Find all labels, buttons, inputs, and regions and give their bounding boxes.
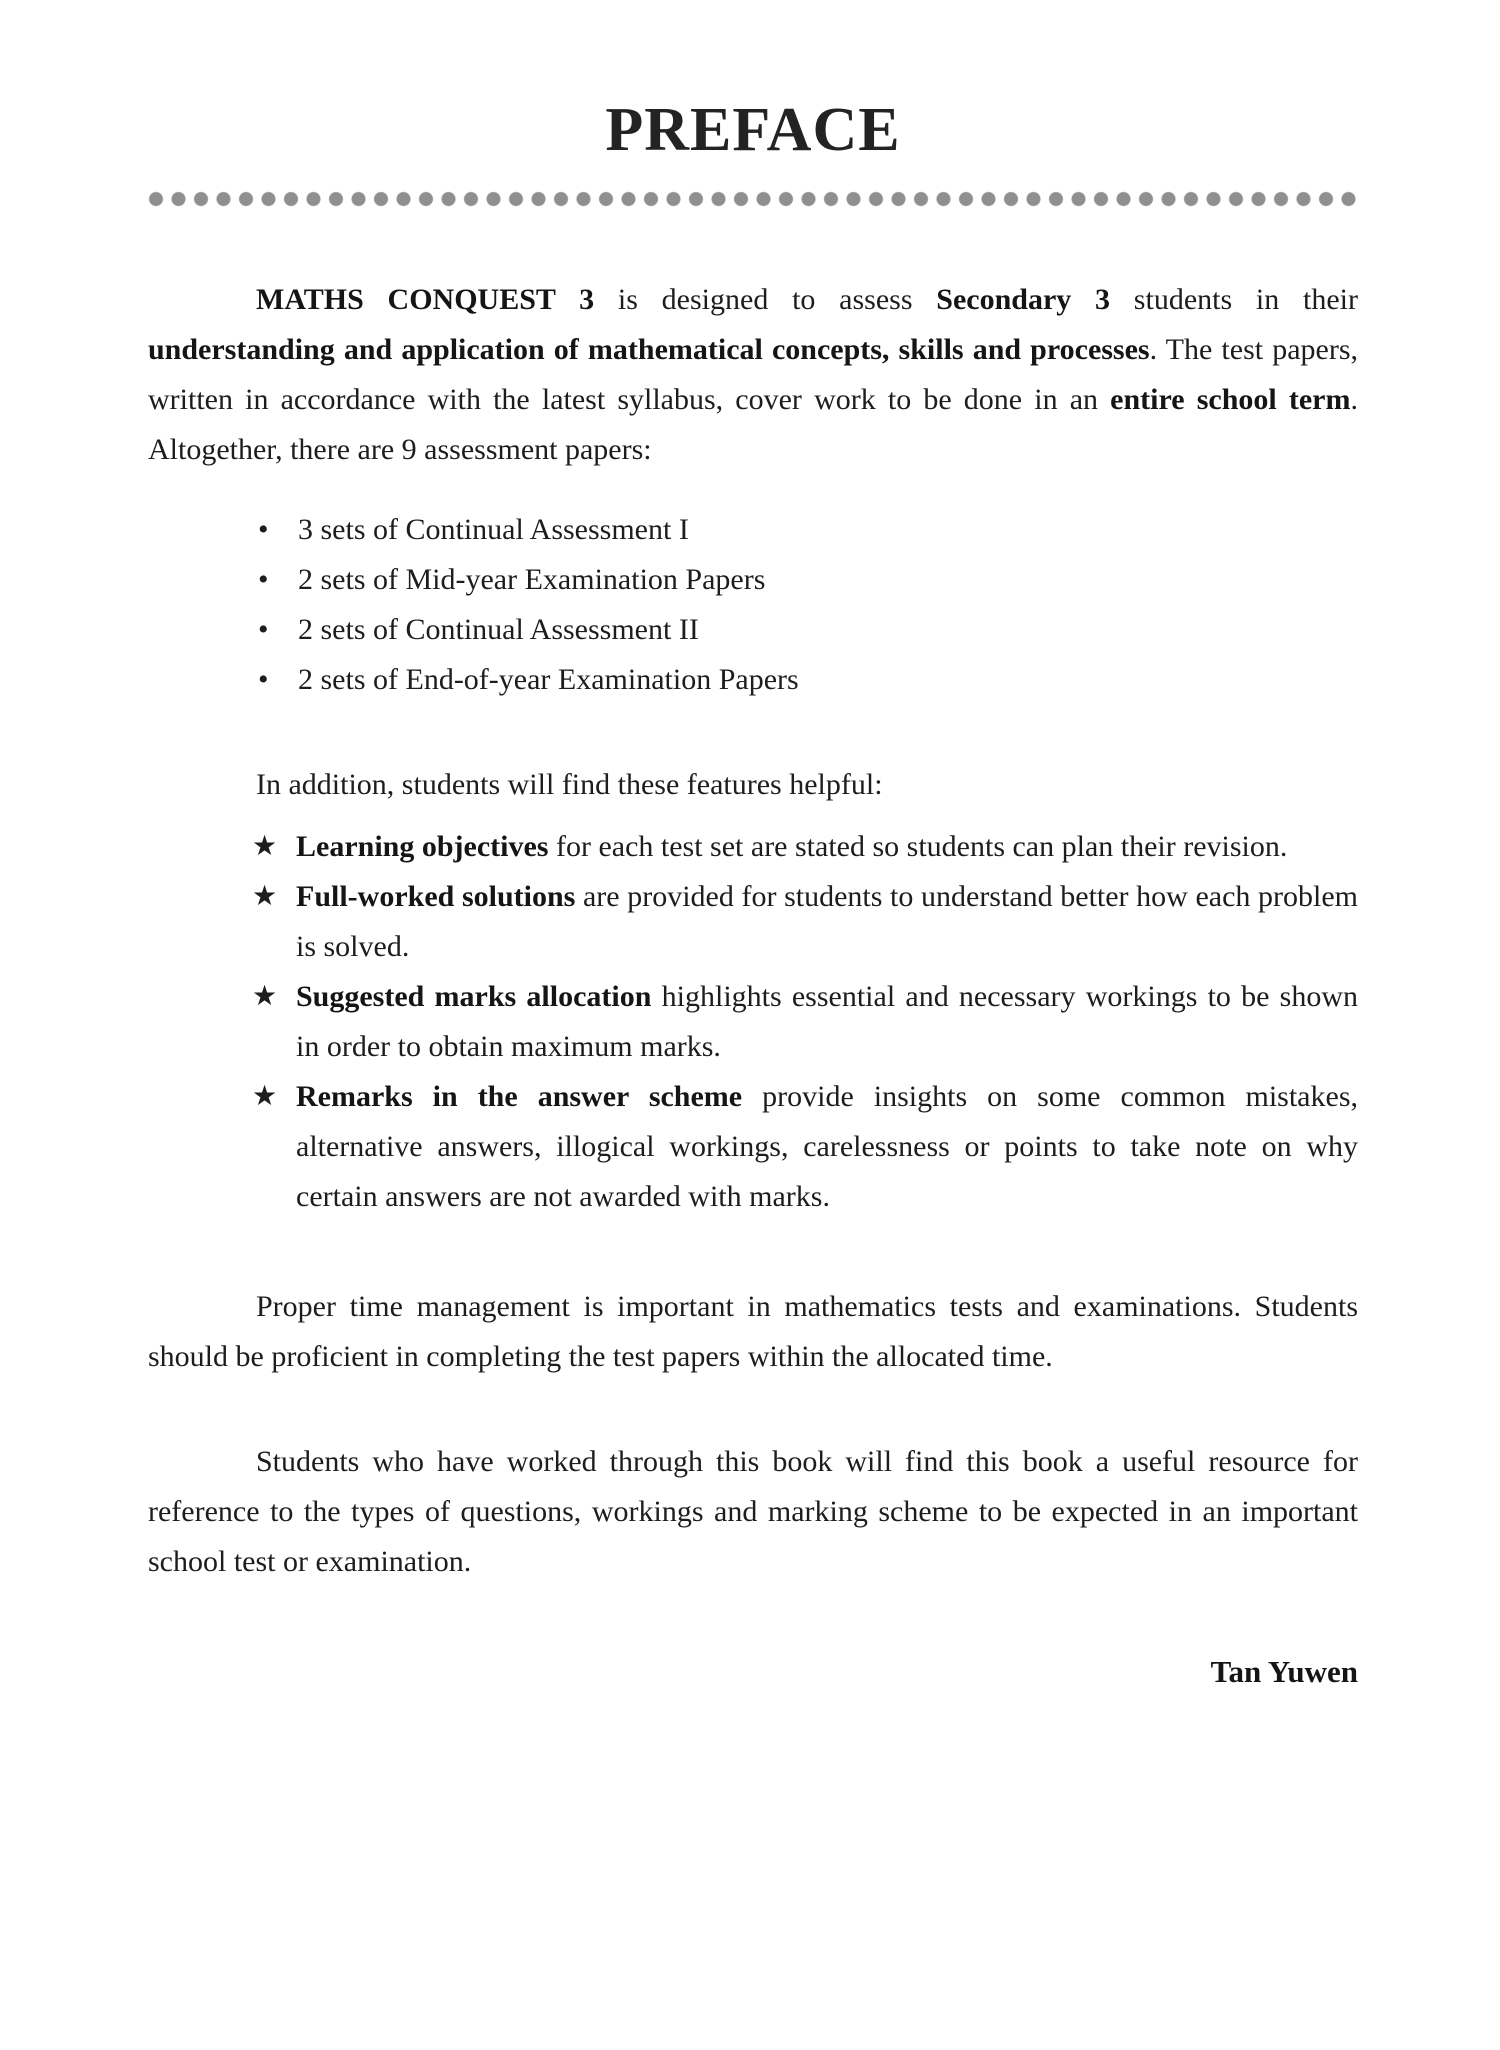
list-item [258, 555, 1358, 605]
list-item [258, 605, 1358, 655]
list-item [258, 655, 1358, 705]
feature-text: Remarks in the answer scheme provide insights on some common mistakes, alternative answers, illogical workings, carelessness or points to take note on why certain answers are not awarded with marks. [296, 1080, 1358, 1213]
closing-paragraph: Students who have worked through this book will find this book a useful resource for reference to the types of questions, workings and marking scheme to be expected in an important school test or examination. [148, 1445, 1358, 1578]
closing-paragraph: Proper time management is important in mathematics tests and examinations. Students should be proficient in completing the test papers within the allocated time. [148, 1290, 1358, 1373]
feature-item [252, 972, 1358, 1072]
feature-text: Full-worked solutions are provided for students to understand better how each problem is solved. [296, 880, 1359, 963]
closing-block [148, 1282, 1358, 1587]
feature-item [252, 872, 1358, 972]
bullet-icon: • [258, 663, 269, 696]
author-signature: Tan Yuwen [1210, 1654, 1358, 1689]
features-list [148, 822, 1358, 1222]
intro-paragraph: MATHS CONQUEST 3 is designed to assess Secondary 3 students in their understanding and application of mathematical concepts, skills and processes. The test papers, written in accordance with the latest syllabus, cover work to be done in an entire school term. Altogether, there are 9 assessment papers: [148, 283, 1358, 466]
star-icon: ★ [252, 881, 278, 912]
list-item-text: 2 sets of Continual Assessment II [298, 613, 699, 646]
page-title: PREFACE [605, 96, 901, 164]
bullet-icon: • [258, 613, 269, 646]
assessment-list [148, 505, 1358, 705]
list-item-text: 2 sets of End-of-year Examination Papers [298, 663, 799, 696]
feature-item [252, 822, 1358, 872]
bullet-icon: • [258, 513, 269, 546]
features-intro: In addition, students will find these features helpful: [256, 768, 883, 801]
feature-text: Learning objectives for each test set are stated so students can plan their revision. [296, 830, 1288, 863]
list-item-text: 3 sets of Continual Assessment I [298, 513, 689, 546]
star-icon: ★ [252, 1081, 278, 1112]
bullet-icon: • [258, 563, 269, 596]
star-icon: ★ [252, 981, 278, 1012]
feature-text: Suggested marks allocation highlights essential and necessary workings to be shown in order to obtain maximum marks. [296, 980, 1359, 1063]
list-item [258, 505, 1358, 555]
dots-divider [148, 191, 1358, 207]
feature-item [252, 1072, 1358, 1222]
star-icon: ★ [252, 831, 278, 862]
list-item-text: 2 sets of Mid-year Examination Papers [298, 563, 766, 596]
